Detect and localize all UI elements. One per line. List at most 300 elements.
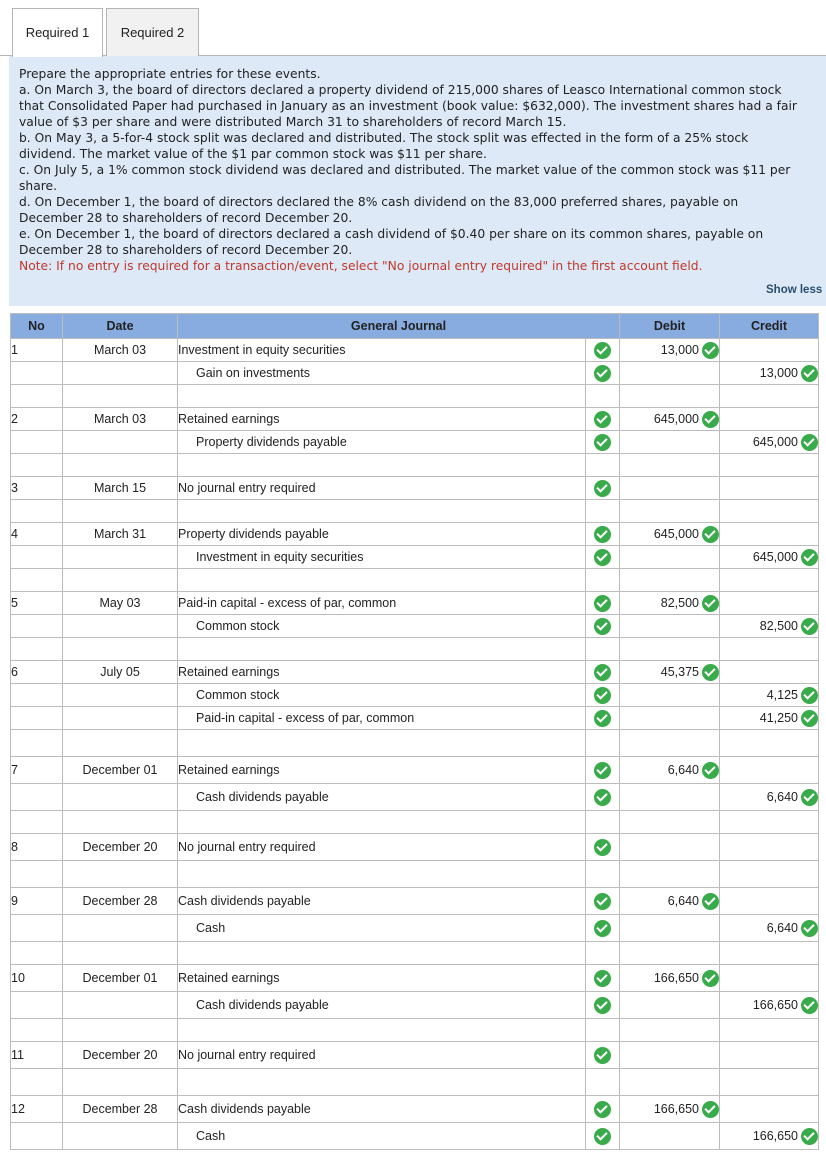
account-cell[interactable]: Common stock bbox=[178, 615, 586, 638]
check-icon bbox=[801, 997, 818, 1014]
check-icon bbox=[594, 920, 611, 937]
credit-cell[interactable] bbox=[720, 965, 819, 992]
instructions-panel bbox=[9, 56, 826, 306]
row-number bbox=[11, 1019, 63, 1042]
account-cell[interactable] bbox=[178, 811, 586, 834]
account-check-cell bbox=[586, 339, 620, 362]
general-journal-table bbox=[10, 313, 819, 1150]
tab-bar bbox=[0, 0, 826, 56]
check-icon bbox=[801, 710, 818, 727]
account-check-cell bbox=[586, 684, 620, 707]
date-cell[interactable]: December 01 bbox=[63, 757, 178, 784]
row-number bbox=[11, 431, 63, 454]
credit-cell[interactable] bbox=[720, 638, 819, 661]
date-cell[interactable]: March 15 bbox=[63, 477, 178, 500]
credit-cell-value: 6,640 bbox=[766, 921, 798, 935]
credit-cell[interactable] bbox=[720, 992, 819, 1019]
row-number: 2 bbox=[11, 408, 63, 431]
row-number: 10 bbox=[11, 965, 63, 992]
credit-cell[interactable] bbox=[720, 730, 819, 757]
credit-cell[interactable] bbox=[720, 942, 819, 965]
date-cell[interactable]: December 20 bbox=[63, 834, 178, 861]
check-icon bbox=[702, 970, 719, 987]
table-row bbox=[11, 861, 819, 888]
check-icon bbox=[801, 618, 818, 635]
date-cell[interactable] bbox=[63, 385, 178, 408]
account-check-cell bbox=[586, 454, 620, 477]
row-number bbox=[11, 638, 63, 661]
account-check-cell bbox=[586, 1069, 620, 1096]
check-icon bbox=[702, 1101, 719, 1118]
table-row bbox=[11, 1069, 819, 1096]
debit-cell[interactable] bbox=[620, 992, 720, 1019]
debit-cell[interactable] bbox=[620, 661, 720, 684]
check-icon bbox=[702, 342, 719, 359]
account-check-cell bbox=[586, 569, 620, 592]
debit-cell[interactable] bbox=[620, 546, 720, 569]
credit-cell-value: 13,000 bbox=[759, 366, 798, 380]
check-icon bbox=[594, 549, 611, 566]
credit-cell[interactable] bbox=[720, 362, 819, 385]
date-cell[interactable]: December 28 bbox=[63, 1096, 178, 1123]
row-number bbox=[11, 707, 63, 730]
table-header-row bbox=[11, 314, 819, 339]
debit-cell[interactable] bbox=[620, 592, 720, 615]
check-icon bbox=[801, 1128, 818, 1145]
account-cell[interactable]: Gain on investments bbox=[178, 362, 586, 385]
account-cell[interactable]: Retained earnings bbox=[178, 661, 586, 684]
account-cell[interactable]: Cash bbox=[178, 915, 586, 942]
account-check-cell bbox=[586, 992, 620, 1019]
date-cell[interactable]: March 31 bbox=[63, 523, 178, 546]
account-check-cell bbox=[586, 1019, 620, 1042]
debit-cell[interactable] bbox=[620, 615, 720, 638]
table-row bbox=[11, 500, 819, 523]
table-row bbox=[11, 1096, 819, 1123]
credit-cell[interactable] bbox=[720, 1096, 819, 1123]
check-icon bbox=[594, 664, 611, 681]
account-cell[interactable]: Cash dividends payable bbox=[178, 1096, 586, 1123]
check-icon bbox=[594, 595, 611, 612]
date-cell[interactable] bbox=[63, 454, 178, 477]
account-cell[interactable]: Paid-in capital - excess of par, common bbox=[178, 707, 586, 730]
account-check-cell bbox=[586, 784, 620, 811]
debit-cell-value: 6,640 bbox=[667, 894, 699, 908]
account-cell[interactable]: No journal entry required bbox=[178, 477, 586, 500]
date-cell[interactable] bbox=[63, 730, 178, 757]
row-number bbox=[11, 784, 63, 811]
check-icon bbox=[594, 365, 611, 382]
date-cell[interactable] bbox=[63, 615, 178, 638]
debit-cell-value: 166,650 bbox=[653, 1102, 699, 1116]
row-number: 1 bbox=[11, 339, 63, 362]
check-icon bbox=[702, 893, 719, 910]
check-icon bbox=[594, 762, 611, 779]
account-cell[interactable] bbox=[178, 861, 586, 888]
account-check-cell bbox=[586, 1042, 620, 1069]
account-cell[interactable] bbox=[178, 1019, 586, 1042]
credit-cell[interactable] bbox=[720, 431, 819, 454]
row-number bbox=[11, 942, 63, 965]
table-row bbox=[11, 546, 819, 569]
instruction-line: share. bbox=[19, 179, 57, 193]
date-cell[interactable] bbox=[63, 1019, 178, 1042]
row-number: 8 bbox=[11, 834, 63, 861]
table-row bbox=[11, 942, 819, 965]
credit-cell[interactable] bbox=[720, 615, 819, 638]
check-icon bbox=[702, 595, 719, 612]
check-icon bbox=[801, 549, 818, 566]
account-cell[interactable]: Investment in equity securities bbox=[178, 339, 586, 362]
check-icon bbox=[594, 342, 611, 359]
row-number bbox=[11, 915, 63, 942]
table-row bbox=[11, 757, 819, 784]
debit-cell[interactable] bbox=[620, 730, 720, 757]
date-cell[interactable] bbox=[63, 942, 178, 965]
credit-cell[interactable] bbox=[720, 385, 819, 408]
account-check-cell bbox=[586, 477, 620, 500]
debit-cell[interactable] bbox=[620, 1019, 720, 1042]
table-row bbox=[11, 477, 819, 500]
credit-cell[interactable] bbox=[720, 408, 819, 431]
header-credit: Credit bbox=[720, 314, 819, 339]
credit-cell-value: 166,650 bbox=[752, 1129, 798, 1143]
debit-cell-value: 166,650 bbox=[653, 971, 699, 985]
credit-cell[interactable] bbox=[720, 1042, 819, 1069]
table-row bbox=[11, 638, 819, 661]
row-number: 11 bbox=[11, 1042, 63, 1069]
debit-cell[interactable] bbox=[620, 888, 720, 915]
row-number bbox=[11, 730, 63, 757]
debit-cell[interactable] bbox=[620, 757, 720, 784]
check-icon bbox=[594, 839, 611, 856]
date-cell[interactable]: May 03 bbox=[63, 592, 178, 615]
debit-cell[interactable] bbox=[620, 385, 720, 408]
check-icon bbox=[594, 526, 611, 543]
instruction-line: December 28 to shareholders of record December 20. bbox=[19, 211, 353, 225]
account-cell[interactable]: Retained earnings bbox=[178, 965, 586, 992]
debit-cell[interactable] bbox=[620, 569, 720, 592]
debit-cell[interactable] bbox=[620, 784, 720, 811]
account-cell[interactable]: Common stock bbox=[178, 684, 586, 707]
table-row bbox=[11, 965, 819, 992]
credit-cell-value: 645,000 bbox=[752, 550, 798, 564]
account-check-cell bbox=[586, 965, 620, 992]
debit-cell[interactable] bbox=[620, 1069, 720, 1096]
table-row bbox=[11, 569, 819, 592]
table-row bbox=[11, 661, 819, 684]
tab-required-1[interactable]: Required 1 bbox=[12, 8, 103, 57]
date-cell[interactable] bbox=[63, 546, 178, 569]
row-number bbox=[11, 385, 63, 408]
account-check-cell bbox=[586, 1096, 620, 1123]
date-cell[interactable]: December 01 bbox=[63, 965, 178, 992]
account-check-cell bbox=[586, 942, 620, 965]
account-check-cell bbox=[586, 408, 620, 431]
table-row bbox=[11, 1042, 819, 1069]
date-cell[interactable]: March 03 bbox=[63, 339, 178, 362]
account-cell[interactable]: Property dividends payable bbox=[178, 523, 586, 546]
credit-cell[interactable] bbox=[720, 811, 819, 834]
debit-cell[interactable] bbox=[620, 811, 720, 834]
row-number bbox=[11, 811, 63, 834]
debit-cell[interactable] bbox=[620, 965, 720, 992]
debit-cell[interactable] bbox=[620, 638, 720, 661]
debit-cell[interactable] bbox=[620, 408, 720, 431]
table-row bbox=[11, 454, 819, 477]
debit-cell[interactable] bbox=[620, 1042, 720, 1069]
credit-cell[interactable] bbox=[720, 592, 819, 615]
check-icon bbox=[702, 411, 719, 428]
debit-cell-value: 13,000 bbox=[660, 343, 699, 357]
credit-cell[interactable] bbox=[720, 861, 819, 888]
date-cell[interactable] bbox=[63, 638, 178, 661]
date-cell[interactable] bbox=[63, 362, 178, 385]
table-row bbox=[11, 592, 819, 615]
account-check-cell bbox=[586, 707, 620, 730]
check-icon bbox=[702, 664, 719, 681]
row-number bbox=[11, 500, 63, 523]
check-icon bbox=[594, 411, 611, 428]
date-cell[interactable] bbox=[63, 569, 178, 592]
date-cell[interactable] bbox=[63, 500, 178, 523]
credit-cell[interactable] bbox=[720, 477, 819, 500]
account-cell[interactable]: No journal entry required bbox=[178, 1042, 586, 1069]
credit-cell[interactable] bbox=[720, 1019, 819, 1042]
row-number: 6 bbox=[11, 661, 63, 684]
tab-required-2[interactable]: Required 2 bbox=[106, 8, 199, 56]
credit-cell-value: 4,125 bbox=[766, 688, 798, 702]
table-row bbox=[11, 834, 819, 861]
table-row bbox=[11, 408, 819, 431]
header-debit: Debit bbox=[620, 314, 720, 339]
check-icon bbox=[594, 687, 611, 704]
check-icon bbox=[702, 526, 719, 543]
credit-cell[interactable] bbox=[720, 1069, 819, 1096]
credit-cell[interactable] bbox=[720, 661, 819, 684]
check-icon bbox=[594, 618, 611, 635]
header-general-journal: General Journal bbox=[178, 314, 620, 339]
row-number bbox=[11, 861, 63, 888]
instructions-text bbox=[19, 66, 826, 274]
account-check-cell bbox=[586, 915, 620, 942]
table-row bbox=[11, 784, 819, 811]
account-check-cell bbox=[586, 661, 620, 684]
table-row bbox=[11, 707, 819, 730]
show-less-link[interactable]: Show less bbox=[766, 284, 823, 296]
table-row bbox=[11, 888, 819, 915]
credit-cell-value: 82,500 bbox=[759, 619, 798, 633]
date-cell[interactable] bbox=[63, 861, 178, 888]
debit-cell-value: 645,000 bbox=[653, 412, 699, 426]
credit-cell[interactable] bbox=[720, 1123, 819, 1150]
account-cell[interactable]: Retained earnings bbox=[178, 757, 586, 784]
credit-cell[interactable] bbox=[720, 523, 819, 546]
row-number: 4 bbox=[11, 523, 63, 546]
account-check-cell bbox=[586, 1123, 620, 1150]
credit-cell[interactable] bbox=[720, 500, 819, 523]
account-cell[interactable]: Cash dividends payable bbox=[178, 888, 586, 915]
credit-cell[interactable] bbox=[720, 684, 819, 707]
date-cell[interactable] bbox=[63, 1069, 178, 1096]
debit-cell-value: 82,500 bbox=[660, 596, 699, 610]
date-cell[interactable] bbox=[63, 992, 178, 1019]
check-icon bbox=[594, 1047, 611, 1064]
account-cell[interactable] bbox=[178, 569, 586, 592]
account-cell[interactable]: Retained earnings bbox=[178, 408, 586, 431]
row-number: 7 bbox=[11, 757, 63, 784]
debit-cell-value: 45,375 bbox=[660, 665, 699, 679]
check-icon bbox=[801, 687, 818, 704]
row-number bbox=[11, 615, 63, 638]
check-icon bbox=[801, 365, 818, 382]
row-number bbox=[11, 454, 63, 477]
table-row bbox=[11, 523, 819, 546]
check-icon bbox=[594, 970, 611, 987]
credit-cell[interactable] bbox=[720, 339, 819, 362]
row-number bbox=[11, 362, 63, 385]
date-cell[interactable] bbox=[63, 915, 178, 942]
date-cell[interactable] bbox=[63, 784, 178, 811]
account-check-cell bbox=[586, 834, 620, 861]
check-icon bbox=[594, 789, 611, 806]
date-cell[interactable] bbox=[63, 684, 178, 707]
credit-cell-value: 166,650 bbox=[752, 998, 798, 1012]
instruction-line: a. On March 3, the board of directors declared a property dividend of 215,000 shares of Leasco International common stock bbox=[19, 83, 782, 97]
account-check-cell bbox=[586, 757, 620, 784]
date-cell[interactable]: December 28 bbox=[63, 888, 178, 915]
debit-cell[interactable] bbox=[620, 861, 720, 888]
account-cell[interactable]: Property dividends payable bbox=[178, 431, 586, 454]
instruction-line: c. On July 5, a 1% common stock dividend was declared and distributed. The market value of the common stock was $11 per bbox=[19, 163, 791, 177]
row-number: 5 bbox=[11, 592, 63, 615]
instruction-line: d. On December 1, the board of directors declared the 8% cash dividend on the 83,000 preferred shares, payable on bbox=[19, 195, 739, 209]
account-check-cell bbox=[586, 362, 620, 385]
credit-cell[interactable] bbox=[720, 757, 819, 784]
account-cell[interactable] bbox=[178, 500, 586, 523]
debit-cell[interactable] bbox=[620, 684, 720, 707]
date-cell[interactable]: March 03 bbox=[63, 408, 178, 431]
debit-cell[interactable] bbox=[620, 915, 720, 942]
account-check-cell bbox=[586, 730, 620, 757]
account-cell[interactable] bbox=[178, 1069, 586, 1096]
check-icon bbox=[594, 480, 611, 497]
debit-cell[interactable] bbox=[620, 431, 720, 454]
date-cell[interactable] bbox=[63, 707, 178, 730]
date-cell[interactable]: July 05 bbox=[63, 661, 178, 684]
instruction-line: that Consolidated Paper had purchased in January as an investment (book value: $632,000). The investment shares had a fair bbox=[19, 99, 797, 113]
table-row bbox=[11, 362, 819, 385]
account-check-cell bbox=[586, 615, 620, 638]
row-number bbox=[11, 1069, 63, 1096]
debit-cell[interactable] bbox=[620, 834, 720, 861]
table-row bbox=[11, 385, 819, 408]
account-cell[interactable] bbox=[178, 638, 586, 661]
table-row bbox=[11, 1123, 819, 1150]
account-cell[interactable]: No journal entry required bbox=[178, 834, 586, 861]
account-cell[interactable]: Investment in equity securities bbox=[178, 546, 586, 569]
check-icon bbox=[594, 1128, 611, 1145]
account-check-cell bbox=[586, 888, 620, 915]
row-number: 3 bbox=[11, 477, 63, 500]
account-cell[interactable]: Cash dividends payable bbox=[178, 992, 586, 1019]
date-cell[interactable]: December 20 bbox=[63, 1042, 178, 1069]
date-cell[interactable] bbox=[63, 1123, 178, 1150]
instruction-line: value of $3 per share and were distributed March 31 to shareholders of record March 15. bbox=[19, 115, 567, 129]
table-row bbox=[11, 730, 819, 757]
account-check-cell bbox=[586, 523, 620, 546]
credit-cell[interactable] bbox=[720, 546, 819, 569]
debit-cell[interactable] bbox=[620, 942, 720, 965]
debit-cell[interactable] bbox=[620, 707, 720, 730]
credit-cell[interactable] bbox=[720, 454, 819, 477]
credit-cell-value: 645,000 bbox=[752, 435, 798, 449]
table-row bbox=[11, 684, 819, 707]
journal-body bbox=[11, 339, 819, 1150]
table-row bbox=[11, 992, 819, 1019]
account-cell[interactable] bbox=[178, 730, 586, 757]
account-cell[interactable] bbox=[178, 385, 586, 408]
account-check-cell bbox=[586, 546, 620, 569]
account-cell[interactable] bbox=[178, 942, 586, 965]
account-check-cell bbox=[586, 861, 620, 888]
table-row bbox=[11, 615, 819, 638]
check-icon bbox=[801, 434, 818, 451]
account-check-cell bbox=[586, 811, 620, 834]
account-cell[interactable]: Paid-in capital - excess of par, common bbox=[178, 592, 586, 615]
check-icon bbox=[594, 710, 611, 727]
account-check-cell bbox=[586, 638, 620, 661]
credit-cell-value: 6,640 bbox=[766, 790, 798, 804]
instruction-note: Note: If no entry is required for a transaction/event, select "No journal entry required" in the first account field. bbox=[19, 259, 703, 273]
account-cell[interactable]: Cash bbox=[178, 1123, 586, 1150]
credit-cell[interactable] bbox=[720, 888, 819, 915]
debit-cell[interactable] bbox=[620, 1096, 720, 1123]
credit-cell-value: 41,250 bbox=[759, 711, 798, 725]
date-cell[interactable] bbox=[63, 431, 178, 454]
debit-cell-value: 645,000 bbox=[653, 527, 699, 541]
credit-cell[interactable] bbox=[720, 834, 819, 861]
credit-cell[interactable] bbox=[720, 569, 819, 592]
debit-cell[interactable] bbox=[620, 339, 720, 362]
instruction-line: Prepare the appropriate entries for these events. bbox=[19, 67, 321, 81]
instruction-line: b. On May 3, a 5-for-4 stock split was declared and distributed. The stock split was effected in the form of a 25% stock bbox=[19, 131, 749, 145]
check-icon bbox=[594, 893, 611, 910]
row-number bbox=[11, 546, 63, 569]
header-no: No bbox=[11, 314, 63, 339]
account-check-cell bbox=[586, 500, 620, 523]
debit-cell[interactable] bbox=[620, 362, 720, 385]
check-icon bbox=[594, 434, 611, 451]
debit-cell[interactable] bbox=[620, 477, 720, 500]
debit-cell[interactable] bbox=[620, 1123, 720, 1150]
instruction-line: dividend. The market value of the $1 par common stock was $11 per share. bbox=[19, 147, 487, 161]
date-cell[interactable] bbox=[63, 811, 178, 834]
account-cell[interactable] bbox=[178, 454, 586, 477]
table-row bbox=[11, 1019, 819, 1042]
check-icon bbox=[801, 789, 818, 806]
debit-cell[interactable] bbox=[620, 454, 720, 477]
account-cell[interactable]: Cash dividends payable bbox=[178, 784, 586, 811]
credit-cell[interactable] bbox=[720, 784, 819, 811]
credit-cell[interactable] bbox=[720, 915, 819, 942]
account-check-cell bbox=[586, 592, 620, 615]
debit-cell[interactable] bbox=[620, 523, 720, 546]
check-icon bbox=[594, 997, 611, 1014]
account-check-cell bbox=[586, 431, 620, 454]
debit-cell[interactable] bbox=[620, 500, 720, 523]
credit-cell[interactable] bbox=[720, 707, 819, 730]
